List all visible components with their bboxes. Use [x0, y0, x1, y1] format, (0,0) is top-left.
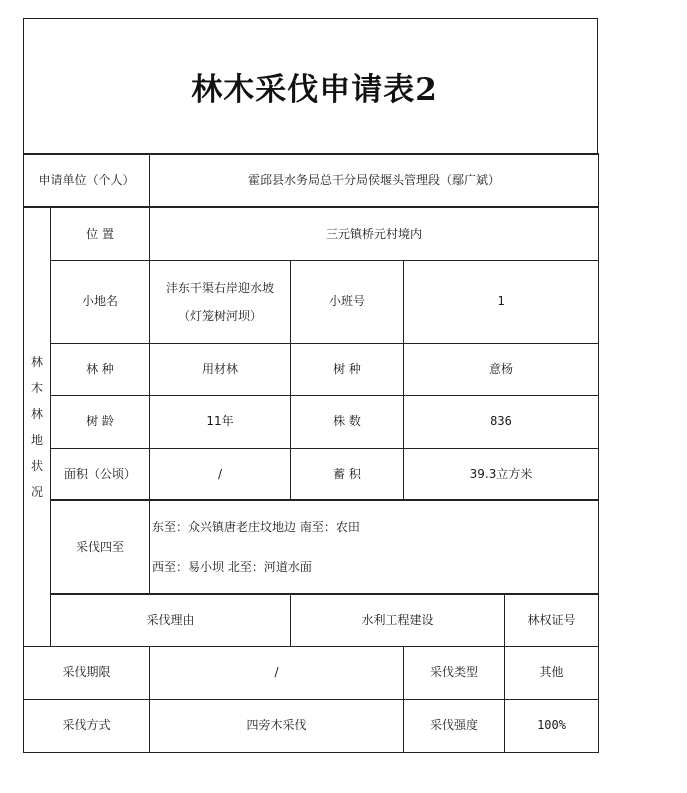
- volume-value: 39.3立方米: [404, 448, 599, 500]
- location-value: 三元镇桥元村境内: [150, 207, 599, 260]
- tree-count-label: 株 数: [291, 395, 404, 448]
- intensity-label: 采伐强度: [404, 699, 505, 752]
- place-name-line-2: （灯笼树河坝）: [178, 308, 263, 323]
- forest-status-vertical-label: 林木林地状况: [30, 354, 43, 499]
- place-name-label: 小地名: [51, 260, 150, 343]
- place-name-row: [24, 260, 599, 343]
- applicant-value: 霍邱县水务局总干分局侯堰头管理段（鄢广斌）: [150, 154, 599, 207]
- place-name-line-1: 沣东干渠右岸迎水坡: [166, 280, 275, 295]
- place-name-value: [150, 260, 291, 343]
- tree-species-label: 树 种: [291, 343, 404, 395]
- sub-compartment-value: 1: [404, 260, 599, 343]
- type-value: 其他: [505, 646, 599, 699]
- reason-row: [24, 594, 599, 646]
- boundaries-row: [24, 500, 599, 594]
- reason-label: 采伐理由: [51, 594, 291, 646]
- sub-compartment-label: 小班号: [291, 260, 404, 343]
- boundaries-value: [150, 500, 599, 594]
- type-label: 采伐类型: [404, 646, 505, 699]
- period-label: 采伐期限: [24, 646, 150, 699]
- forest-type-row: [24, 343, 599, 395]
- method-label: 采伐方式: [24, 699, 150, 752]
- tree-age-value: 11年: [150, 395, 291, 448]
- area-value: /: [150, 448, 291, 500]
- intensity-value: 100%: [505, 699, 599, 752]
- method-value: 四旁木采伐: [150, 699, 404, 752]
- certificate-label: 林权证号: [505, 594, 599, 646]
- boundaries-line-1: 东至：众兴镇唐老庄坟地边 南至：农田: [152, 520, 360, 534]
- period-row: [24, 646, 599, 699]
- applicant-row: [24, 154, 599, 207]
- reason-value: 水利工程建设: [291, 594, 505, 646]
- boundaries-line-2: 西至：易小坝 北至：河道水面: [152, 560, 312, 574]
- forest-type-label: 林 种: [51, 343, 150, 395]
- logging-application-form: [23, 18, 598, 753]
- applicant-label: 申请单位（个人）: [24, 154, 150, 207]
- tree-count-value: 836: [404, 395, 599, 448]
- location-label: 位 置: [51, 207, 150, 260]
- location-row: [24, 207, 599, 260]
- volume-label: 蓄 积: [291, 448, 404, 500]
- forest-type-value: 用材林: [150, 343, 291, 395]
- method-row: [24, 699, 599, 752]
- tree-age-row: [24, 395, 599, 448]
- tree-species-value: 意杨: [404, 343, 599, 395]
- tree-age-label: 树 龄: [51, 395, 150, 448]
- period-value: /: [150, 646, 404, 699]
- area-row: [24, 448, 599, 500]
- form-title: 林木采伐申请表2: [191, 71, 438, 108]
- forest-status-group-label: [24, 207, 51, 646]
- boundaries-label: 采伐四至: [51, 500, 150, 594]
- area-label: 面积（公顷）: [51, 448, 150, 500]
- title-box: [23, 18, 598, 154]
- application-table: [23, 153, 599, 753]
